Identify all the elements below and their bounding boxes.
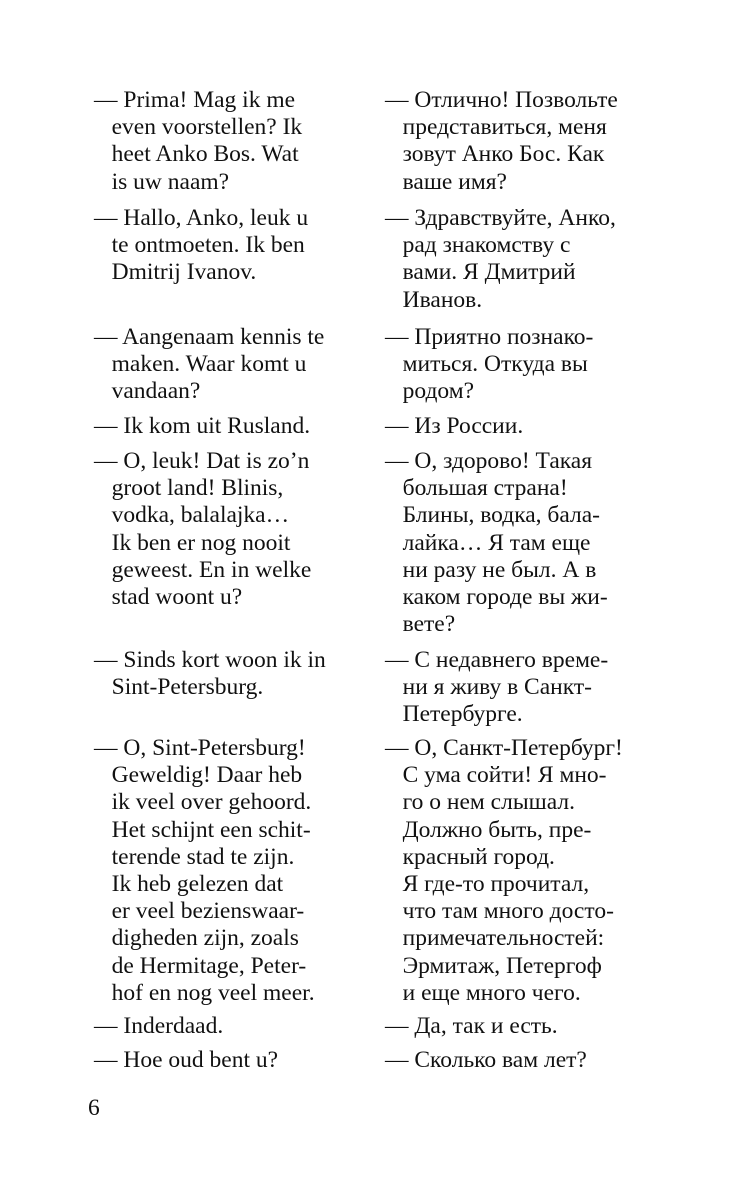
russian-line: Петербурге. xyxy=(385,701,523,728)
dutch-line: even voorstellen? Ik xyxy=(94,114,303,141)
dutch-line: Ik ben er nog nooit xyxy=(94,529,291,556)
russian-line: Я где-то прочитал, xyxy=(385,871,590,897)
russian-line: ни разу не был. А в xyxy=(385,556,597,583)
russian-line: — С недавнего време- xyxy=(385,647,609,673)
dutch-line: Dmitrij Ivanov. xyxy=(94,259,257,286)
dutch-line: — Aangenaam kennis te xyxy=(94,324,325,350)
dutch-line: — O, Sint-Petersburg! xyxy=(94,735,306,761)
russian-line: го о нем слышал. xyxy=(385,789,575,816)
dutch-line: geweest. En in welke xyxy=(94,556,312,583)
dutch-line: Sint-Petersburg. xyxy=(94,674,264,701)
dutch-line: — Hallo, Anko, leuk u xyxy=(94,205,309,231)
dutch-line: is uw naam? xyxy=(94,168,230,195)
russian-line: ни я живу в Санкт- xyxy=(385,674,592,701)
russian-line: — Здравствуйте, Анко, xyxy=(385,205,616,231)
dutch-line: — O, leuk! Dat is zo’n xyxy=(94,448,310,474)
page-number: 6 xyxy=(88,1095,100,1121)
dutch-line: hof en nog veel meer. xyxy=(94,979,315,1006)
russian-line: каком городе вы жи- xyxy=(385,584,608,610)
dutch-line: — Ik kom uit Rusland. xyxy=(94,413,311,439)
dutch-line: — Hoe oud bent u? xyxy=(94,1047,279,1073)
russian-line: красный город. xyxy=(385,843,555,870)
dutch-line: heet Anko Bos. Wat xyxy=(94,141,299,168)
russian-line: вами. Я Дмитрий xyxy=(385,259,576,286)
russian-line: ваше имя? xyxy=(385,168,507,195)
dutch-line: vodka, balalajka… xyxy=(94,502,290,529)
russian-line: родом? xyxy=(385,378,475,405)
russian-line: лайка… Я там еще xyxy=(385,529,591,556)
russian-line: Должно быть, пре- xyxy=(385,816,592,843)
russian-line: — Да, так и есть. xyxy=(385,1013,558,1039)
dutch-line: vandaan? xyxy=(94,378,201,405)
russian-line: — Приятно познако- xyxy=(385,324,594,350)
dutch-line: Ik heb gelezen dat xyxy=(94,871,284,897)
russian-line: миться. Откуда вы xyxy=(385,351,588,378)
dutch-line: er veel bezienswaar- xyxy=(94,898,305,925)
russian-line: что там много досто- xyxy=(385,898,614,925)
russian-line: зовут Анко Бос. Как xyxy=(385,141,605,168)
russian-line: вете? xyxy=(385,611,456,638)
russian-line: — Из России. xyxy=(385,413,524,439)
dutch-line: — Prima! Mag ik me xyxy=(94,87,296,113)
russian-line: — Сколько вам лет? xyxy=(385,1047,587,1073)
russian-line: примечательностей: xyxy=(385,925,605,952)
dutch-line: maken. Waar komt u xyxy=(94,351,307,378)
russian-line: и еще много чего. xyxy=(385,979,581,1006)
dutch-line: stad woont u? xyxy=(94,584,243,610)
dutch-line: — Sinds kort woon ik in xyxy=(94,647,326,673)
russian-line: — О, здорово! Такая xyxy=(385,448,593,474)
russian-line: Блины, водка, бала- xyxy=(385,502,601,529)
dutch-line: de Hermitage, Peter- xyxy=(94,952,307,979)
russian-line: большая страна! xyxy=(385,475,568,502)
dutch-line: Geweldig! Daar heb xyxy=(94,762,303,789)
russian-line: представиться, меня xyxy=(385,114,607,141)
dutch-line: ik veel over gehoord. xyxy=(94,789,312,816)
dutch-line: terende stad te zijn. xyxy=(94,843,295,870)
russian-line: Иванов. xyxy=(385,286,483,313)
dutch-line: te ontmoeten. Ik ben xyxy=(94,232,305,259)
russian-line: — О, Санкт-Петербург! xyxy=(385,735,623,761)
russian-line: рад знакомству с xyxy=(385,232,571,259)
dutch-line: groot land! Blinis, xyxy=(94,475,284,502)
dutch-line: — Inderdaad. xyxy=(94,1013,224,1039)
russian-line: Эрмитаж, Петергоф xyxy=(385,952,602,979)
russian-line: С ума сойти! Я мно- xyxy=(385,762,607,789)
dutch-line: Het schijnt een schit- xyxy=(94,816,311,843)
russian-line: — Отлично! Позвольте xyxy=(385,87,618,113)
dutch-line: digheden zijn, zoals xyxy=(94,925,299,952)
